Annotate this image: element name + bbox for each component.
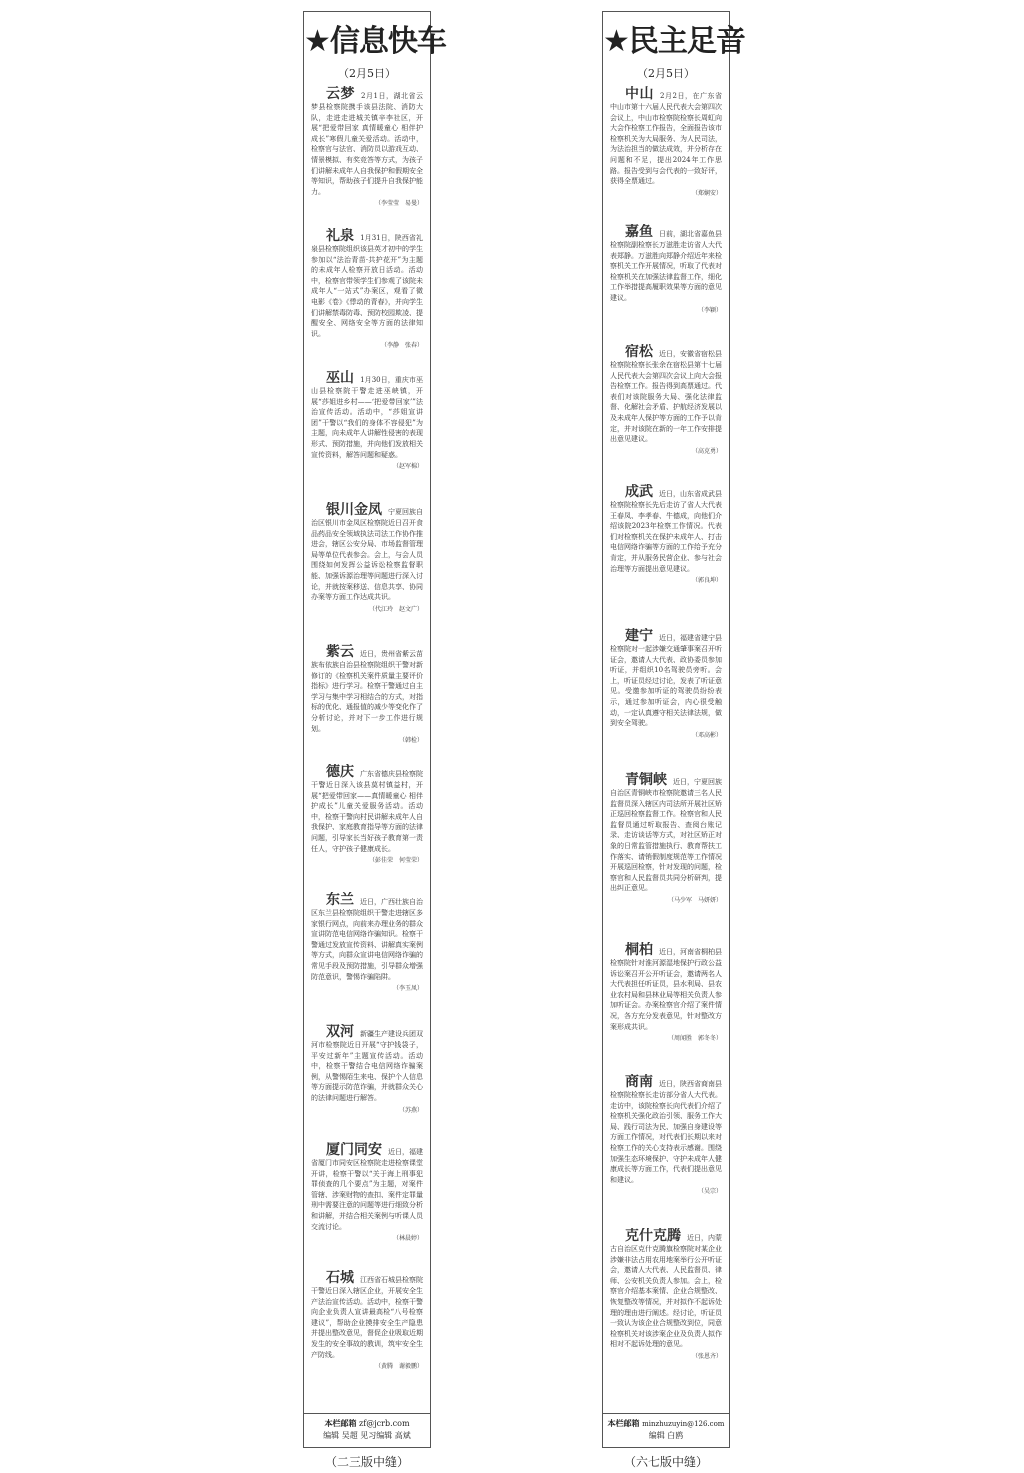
news-text: 2月2日，在广东省中山市第十六届人民代表大会第四次会议上，中山市检察院检察长周虹向大会作检察工作报告，全面报告该市检察机关为大局服务、为人民司法，为法治担当的做法成效，并分析存在问题和不足，提出2024年工作思路。报告受到与会代表的一致好评，获得全票通过。 <box>610 92 722 186</box>
news-item <box>610 772 722 932</box>
news-text: 宁夏回族自治区银川市金凤区检察院近日召开食品药品安全领域执法司法工作协作推进会，辖区公安分局、市场监督管理局等单位代表参会。会上，与会人员围绕如何发挥公益诉讼检察监督职能、加强诉源治理等问题进行深入讨论，并就按案移送、信息共享、协同办案等方面工作达成共识。 <box>311 508 423 602</box>
news-body <box>610 484 722 586</box>
news-text: 近日，福建省建宁县检察院对一起涉嫌交通肇事案召开听证会，邀请人大代表、政协委员参加听证，并组织10名驾驶员旁听。会上，听证员经过讨论，发表了听证意见。受邀参加听证的驾驶员纷纷表示，通过参加听证会，内心很受触动，一定认真遵守相关法律法规，做到安全驾驶。 <box>610 634 722 728</box>
news-text: 广东省德庆县检察院干警近日深入该县莫村镇益村，开展“把爱带回家——真情暖童心 相伴护成长”儿童关爱服务活动。活动中，检察干警向村民讲解未成年人自我保护、家庭教育指导等方面的法律问题，引导家长当好孩子教育第一责任人，守护孩子健康成长。 <box>311 770 423 853</box>
news-body <box>311 1024 423 1116</box>
news-body <box>311 764 423 866</box>
editor-credits: 编辑 吴超 见习编辑 高斌 <box>323 1431 411 1440</box>
news-author: （郑娴安） <box>691 189 722 197</box>
news-item <box>610 86 722 214</box>
news-text: 日前，湖北省嘉鱼县检察院副检察长万滋胜走访省人大代表郑静。万滋胜向郑静介绍近年来检察机关工作开展情况，听取了代表对检察机关在加强法律监督工作，细化工作举措提高履职效果等方面的意见建议。 <box>610 230 722 302</box>
column-info-express <box>303 11 446 1448</box>
news-body <box>610 1074 722 1197</box>
column-democracy-footsteps <box>602 11 745 1448</box>
news-item <box>610 942 722 1064</box>
news-author: （彭佳荣 何莹荣） <box>368 857 423 865</box>
news-place: 厦门同安 <box>326 1142 382 1158</box>
news-place: 巫山 <box>326 370 355 386</box>
mailbox-label: 本栏邮箱 <box>607 1419 640 1428</box>
column-footer <box>603 1413 729 1447</box>
seam-label: （二三版中缝） <box>324 1455 409 1469</box>
news-text: 近日，山东省成武县检察院检察长先后走访了省人大代表王春凤、李孝春、牛德成，向他们介绍该院2023年检察工作情况。代表们对检察机关在保护未成年人、打击电信网络诈骗等方面的工作给予充分肯定，并从服务民营企业、参与社会治理等方面提出意见建议。 <box>610 490 722 573</box>
news-item <box>311 892 423 1014</box>
news-author: （代江玲 赵文广） <box>368 605 423 613</box>
news-author: （李玉凤） <box>392 985 423 993</box>
news-place: 礼泉 <box>326 228 355 244</box>
news-body <box>610 86 722 199</box>
news-body <box>311 1270 423 1372</box>
news-place: 银川金凤 <box>326 502 382 518</box>
news-item <box>311 370 423 492</box>
news-text: 1月31日，陕西省礼泉县检察院组织该县英才初中的学生参加以“法治青苗·共护花开”为主题的未成年人检察开放日活动。活动中，检察官带领学生们参观了该院未成年人“一站式”办案区，观看了微电影《卷》《悸动的青春》，并向学生们讲解禁毒防毒、预防校园欺凌、提醒安全、网络安全等方面的法律知识。 <box>311 234 423 338</box>
editor-credits: 编辑 白鸥 <box>648 1431 684 1440</box>
news-place: 双河 <box>326 1024 354 1040</box>
news-place: 克什克腾 <box>625 1228 681 1244</box>
column-date: （2月5日） <box>338 67 396 80</box>
news-item <box>610 484 722 606</box>
news-text: 近日，广西壮族自治区东兰县检察院组织干警走进辖区多家银行网点，向前来办理业务的群众宣讲防范电信网络诈骗知识。检察干警通过发放宣传资料、讲解真实案例等方式，向群众宣讲电信网络诈骗的常见手段及预防措施，引导群众增强防范意识，警惕诈骗陷阱。 <box>311 898 423 981</box>
news-text: 近日，福建省厦门市同安区检察院走进检察课堂开讲，检察干警以“关于海上刑事犯罪侦查的几个要点”为主题，对案件管辖、涉案财物的查扣、案件定罪量刑中需要注意的问题等进行细致分析和讲解，并结合相关案例与听课人员交流讨论。 <box>311 1148 423 1231</box>
news-place: 桐柏 <box>625 942 653 958</box>
mailbox-label: 本栏邮箱 <box>324 1419 357 1428</box>
news-place: 成武 <box>625 484 653 500</box>
news-item <box>311 1142 423 1260</box>
news-body <box>311 892 423 994</box>
news-body <box>311 370 423 472</box>
news-author: （苏燕） <box>398 1106 423 1114</box>
news-author: （邓高彬） <box>691 731 722 739</box>
news-item <box>311 86 423 218</box>
news-item <box>610 1228 722 1386</box>
news-author: （吴宗） <box>697 1188 722 1196</box>
news-body <box>311 644 423 746</box>
news-author: （马少军 马妍妍） <box>667 896 722 904</box>
news-author: （黄腾 谢毅鹏） <box>374 1363 423 1371</box>
news-place: 云梦 <box>326 86 356 102</box>
news-text: 新疆生产建设兵团双河市检察院近日开展“守护钱袋子，平安过新年”主题宣传活动。活动中，检察干警结合电信网络诈骗案例，从警惕陌生来电、保护个人信息等方面提示防范诈骗，并就群众关心的法律问题进行解答。 <box>311 1030 423 1102</box>
news-body <box>610 1228 722 1362</box>
news-text: 近日，陕西省商南县检察院检察长走访部分省人大代表。走访中，该院检察长向代表们介绍了检察机关强化政治引领、服务工作大局、践行司法为民、加强自身建设等方面工作情况，对代表们长期以来对检察工作的关心支持表示感谢。围绕加强生态环境保护、守护未成年人健康成长等方面工作，代表们提出意见和建议。 <box>610 1080 722 1184</box>
column-footer <box>304 1413 430 1447</box>
news-item <box>311 764 423 882</box>
news-text: 近日，河南省桐柏县检察院针对淮河源湿地保护行政公益诉讼案召开公开听证会，邀请两名人大代表担任听证员，县水利局、县农业农村局和县林业局等相关负责人参加听证会。办案检察官介绍了案件情况，各方充分发表意见，针对整改方案形成共识。 <box>610 948 722 1031</box>
news-place: 石城 <box>326 1270 354 1286</box>
news-author: （周闻胜 郭冬冬） <box>667 1035 722 1043</box>
news-body <box>610 628 722 741</box>
column-date: （2月5日） <box>637 67 695 80</box>
news-place: 中山 <box>625 86 655 102</box>
news-author: （李静 张春） <box>380 342 423 350</box>
news-item <box>311 228 423 360</box>
mailbox-address[interactable]: minzhuzuyin@126.com <box>642 1420 725 1428</box>
news-place: 紫云 <box>326 644 354 660</box>
news-place: 商南 <box>625 1074 653 1090</box>
news-body <box>311 228 423 351</box>
column-title: ★民主足音 <box>603 24 745 59</box>
news-item <box>311 1024 423 1132</box>
news-item <box>610 224 722 332</box>
news-author: （郭良坤） <box>691 577 722 585</box>
news-place: 嘉鱼 <box>625 224 653 240</box>
news-place: 德庆 <box>326 764 354 780</box>
news-author: （韩检） <box>398 737 423 745</box>
news-author: （张恩齐） <box>691 1352 722 1360</box>
news-author: （赵军棉） <box>392 463 423 471</box>
news-author: （高克勇） <box>691 447 722 455</box>
news-text: 近日，内蒙古自治区克什克腾旗检察院对某企业涉嫌非法占用农用地案举行公开听证会，邀请人大代表、人民监督员、律师、公安机关负责人参加。会上，检察官介绍基本案情、企业合规整改、恢复整改等情况，并对拟作不起诉处理的理由进行阐述。经讨论，听证员一致认为该企业合规整改到位，同意检察机关对该涉案企业及负责人拟作相对不起诉处理的意见。 <box>610 1234 722 1349</box>
news-place: 建宁 <box>625 628 653 644</box>
news-item <box>311 644 423 754</box>
news-body <box>311 502 423 615</box>
news-item <box>311 502 423 634</box>
news-item <box>311 1270 423 1386</box>
news-text: 1月30日，重庆市巫山县检察院干警走进巫峡镇，开展“莎姐进乡村——‘把爱带回家’”法治宣传活动。活动中，“莎姐宣讲团”干警以“我们的身体不容侵犯”为主题，向未成年人讲解性侵害的表现形式、预防措施，并向他们发放相关宣传资料，解答问题和疑惑。 <box>311 376 423 459</box>
news-item <box>610 344 722 472</box>
news-body <box>610 224 722 316</box>
news-author: （李颖） <box>697 306 722 314</box>
column-title: ★信息快车 <box>304 24 446 59</box>
news-body <box>311 1142 423 1244</box>
news-author: （李莹莹 易曼） <box>374 200 423 208</box>
news-text: 近日，安徽省宿松县检察院检察长张余在宿松县第十七届人民代表大会第四次会议上向大会报告检察工作。报告得到高票通过。代表们对该院服务大局、强化法律监督、化解社会矛盾、护航经济发展以及未成年人保护等方面的工作予以肯定，并对该院在新的一年工作安排提出意见建议。 <box>610 350 722 444</box>
news-body <box>610 942 722 1044</box>
seam-label: （六七版中缝） <box>623 1455 708 1469</box>
news-place: 宿松 <box>625 344 653 360</box>
news-place: 青铜峡 <box>625 772 667 788</box>
news-text: 近日，宁夏回族自治区青铜峡市检察院邀请三名人民监督员深入辖区内司法所开展社区矫正巡回检察监督工作。检察官和人民监督员通过听取报告、查阅台账记录、走访谈话等方式，对社区矫正对象的日常监管措施执行、教育帮扶工作落实、请销假制度规范等工作情况开展巡回检察，针对发现的问题，检察官和人民监督员共同分析研判，提出纠正意见。 <box>610 778 722 893</box>
news-text: 近日，贵州省紫云苗族布依族自治县检察院组织干警对新修订的《检察机关案件质量主要评价指标》进行学习。检察干警通过自主学习与集中学习相结合的方式，对指标的优化、通报值的减少等变化作了分析讨论，并对下一步工作进行规划。 <box>311 650 423 733</box>
news-body <box>610 772 722 906</box>
mailbox-address[interactable]: zf@jcrb.com <box>359 1419 410 1428</box>
news-body <box>311 86 423 209</box>
news-item <box>610 1074 722 1218</box>
news-text: 江西省石城县检察院干警近日深入辖区企业，开展安全生产法治宣传活动。活动中，检察干警向企业负责人宣讲最高检“八号检察建议”，帮助企业摸排安全生产隐患并提出整改意见，督促企业吸取近期发生的安全事故的教训，筑牢安全生产防线。 <box>311 1276 423 1359</box>
news-item <box>610 628 722 762</box>
news-body <box>610 344 722 457</box>
news-author: （林晨婷） <box>392 1235 423 1243</box>
news-place: 东兰 <box>326 892 354 908</box>
news-text: 2月1日，湖北省云梦县检察院携手该县法院、消防大队，走进走进城关镇辛李社区，开展“把爱带回家 真情暖童心 相伴护成长”寒假儿童关爱活动。活动中，检察官与法官、消防员以游戏互动、情景模拟、有奖竞答等方式，为孩子们讲解未成年人自我保护和假期安全等知识，帮助孩子们提升自我保护能力。 <box>311 92 423 196</box>
